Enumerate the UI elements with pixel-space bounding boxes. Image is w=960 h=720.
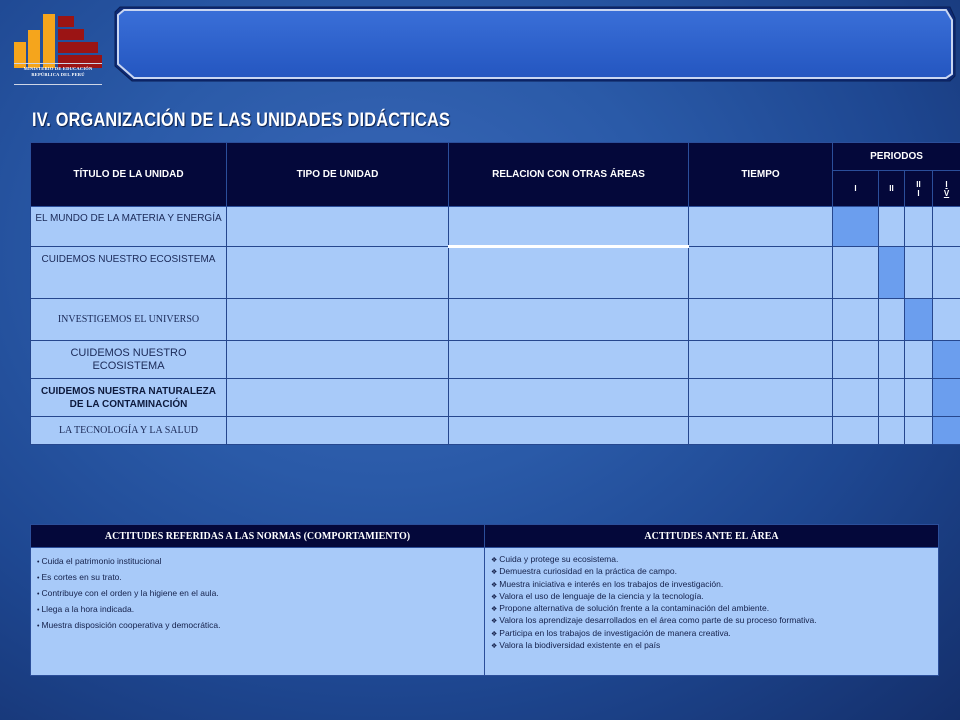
units-table	[30, 142, 960, 445]
diamond-bullet-icon: ❖	[491, 593, 498, 601]
periodo-cell	[905, 207, 933, 247]
attitudes-table	[30, 524, 939, 676]
unit-relation-cell	[449, 379, 689, 417]
unit-title: LA TECNOLOGÍA Y LA SALUD	[31, 417, 227, 445]
unit-type-cell	[227, 247, 449, 299]
logo-divider	[14, 84, 102, 85]
periodo-cell	[879, 379, 905, 417]
item-text: Valora la biodiversidad existente en el país	[499, 640, 661, 651]
normas-list	[37, 554, 478, 634]
list-item	[491, 640, 932, 652]
unit-time-cell	[689, 247, 833, 299]
unit-title: CUIDEMOS NUESTRO ECOSISTEMA	[31, 247, 227, 299]
bullet-icon: •	[37, 575, 40, 582]
diamond-bullet-icon: ❖	[491, 643, 498, 651]
periodo-cell	[879, 341, 905, 379]
area-list	[491, 554, 932, 652]
unit-type-cell	[227, 417, 449, 445]
periodo-cell	[833, 341, 879, 379]
area-cell	[485, 548, 939, 676]
unit-title: CUIDEMOS NUESTRA NATURALEZA DE LA CONTAMINACIÓN	[31, 379, 227, 417]
unit-relation-cell	[449, 247, 689, 299]
unit-time-cell	[689, 299, 833, 341]
logo-bar	[58, 42, 98, 53]
logo-bar	[58, 16, 74, 27]
unit-relation-cell	[449, 341, 689, 379]
list-item	[491, 628, 932, 640]
unit-title: INVESTIGEMOS EL UNIVERSO	[31, 299, 227, 341]
header-tipo: TIPO DE UNIDAD	[227, 143, 449, 207]
unit-type-cell	[227, 299, 449, 341]
table-row	[31, 379, 960, 417]
header-periodos: PERIODOS	[833, 143, 960, 171]
header-titulo: TÍTULO DE LA UNIDAD	[31, 143, 227, 207]
list-item	[37, 602, 478, 618]
unit-relation-cell	[449, 299, 689, 341]
diamond-bullet-icon: ❖	[491, 630, 498, 638]
list-item	[491, 603, 932, 615]
periodo-cell	[933, 299, 960, 341]
periodo-cell	[833, 247, 879, 299]
table-row	[31, 341, 960, 379]
page-title: IV. ORGANIZACIÓN DE LAS UNIDADES DIDÁCTICAS	[32, 110, 451, 131]
item-text: Contribuye con el orden y la higiene en el aula.	[41, 588, 219, 598]
logo-bar	[14, 42, 26, 68]
unit-type-cell	[227, 207, 449, 247]
periodo-cell	[879, 207, 905, 247]
logo-line-1: MINISTERIO DE EDUCACIÓN	[23, 66, 93, 71]
item-text: Muestra iniciativa e interés en los trabajos de investigación.	[499, 578, 724, 589]
unit-time-cell	[689, 379, 833, 417]
periodo-cell	[879, 417, 905, 445]
bullet-icon: •	[37, 591, 40, 598]
periodo-cell	[933, 341, 960, 379]
unit-title: CUIDEMOS NUESTRO ECOSISTEMA	[31, 341, 227, 379]
periodo-cell	[879, 299, 905, 341]
diamond-bullet-icon: ❖	[491, 557, 498, 564]
normas-cell	[31, 548, 485, 676]
unit-time-cell	[689, 341, 833, 379]
unit-time-cell	[689, 207, 833, 247]
header-periodo-1: I	[833, 171, 879, 207]
diamond-bullet-icon: ❖	[491, 569, 498, 577]
item-text: Es cortes en su trato.	[41, 572, 122, 582]
header-banner	[114, 6, 956, 82]
logo-bar	[43, 14, 55, 68]
list-item	[491, 615, 932, 627]
periodo-cell	[833, 417, 879, 445]
header-periodo-3: II I	[905, 171, 933, 207]
unit-type-cell	[227, 379, 449, 417]
periodo-cell	[833, 379, 879, 417]
unit-relation-cell	[449, 207, 689, 247]
bullet-icon: •	[37, 559, 40, 566]
ministry-logo	[10, 12, 106, 92]
periodo-cell	[933, 379, 960, 417]
logo-bar	[58, 29, 84, 40]
table-row	[31, 299, 960, 341]
unit-time-cell	[689, 417, 833, 445]
bullet-icon: •	[37, 607, 40, 614]
table-row	[31, 247, 960, 299]
periodo-cell	[905, 341, 933, 379]
header-tiempo: TIEMPO	[689, 143, 833, 207]
item-text: Valora los aprendizaje desarrollados en el área como parte de su proceso formativa.	[499, 615, 817, 626]
list-item	[37, 570, 478, 586]
unit-relation-cell	[449, 417, 689, 445]
item-text: Participa en los trabajos de investigación de manera creativa.	[499, 627, 731, 638]
periodo-cell	[933, 247, 960, 299]
logo-caption	[10, 66, 106, 78]
header-relacion: RELACION CON OTRAS ÁREAS	[449, 143, 689, 207]
periodo-cell	[905, 247, 933, 299]
list-item	[491, 554, 932, 566]
logo-line-2: REPÚBLICA DEL PERÚ	[31, 72, 85, 77]
periodo-cell	[833, 299, 879, 341]
list-item	[37, 618, 478, 634]
diamond-bullet-icon: ❖	[491, 618, 498, 626]
periodo-cell	[933, 207, 960, 247]
item-text: Muestra disposición cooperativa y democrática.	[41, 620, 221, 630]
diamond-bullet-icon: ❖	[491, 581, 498, 589]
item-text: Demuestra curiosidad en la práctica de campo.	[499, 566, 677, 577]
header-periodo-2: II	[879, 171, 905, 207]
table-row	[31, 417, 960, 445]
list-item	[491, 566, 932, 578]
periodo-cell	[905, 299, 933, 341]
periodo-cell	[833, 207, 879, 247]
item-text: Valora el uso de lenguaje de la ciencia y la tecnología.	[499, 590, 704, 601]
diamond-bullet-icon: ❖	[491, 606, 498, 614]
item-text: Cuida y protege su ecosistema.	[499, 554, 619, 564]
list-item	[37, 586, 478, 602]
table-row	[31, 207, 960, 247]
list-item	[37, 554, 478, 570]
header-actitudes-area: ACTITUDES ANTE EL ÁREA	[485, 525, 939, 548]
periodo-cell	[933, 417, 960, 445]
item-text: Cuida el patrimonio institucional	[41, 556, 162, 566]
periodo-cell	[879, 247, 905, 299]
list-item	[491, 591, 932, 603]
unit-type-cell	[227, 341, 449, 379]
list-item	[491, 579, 932, 591]
periodo-cell	[905, 417, 933, 445]
item-text: Propone alternativa de solución frente a la contaminación del ambiente.	[499, 603, 770, 614]
header-periodo-4: I V	[933, 171, 960, 207]
logo-divider	[14, 63, 102, 64]
header-actitudes-normas: ACTITUDES REFERIDAS A LAS NORMAS (COMPORTAMIENTO)	[31, 525, 485, 548]
unit-title: EL MUNDO DE LA MATERIA Y ENERGÍA	[31, 207, 227, 247]
item-text: Llega a la hora indicada.	[41, 604, 135, 614]
bullet-icon: •	[37, 623, 40, 630]
periodo-cell	[905, 379, 933, 417]
